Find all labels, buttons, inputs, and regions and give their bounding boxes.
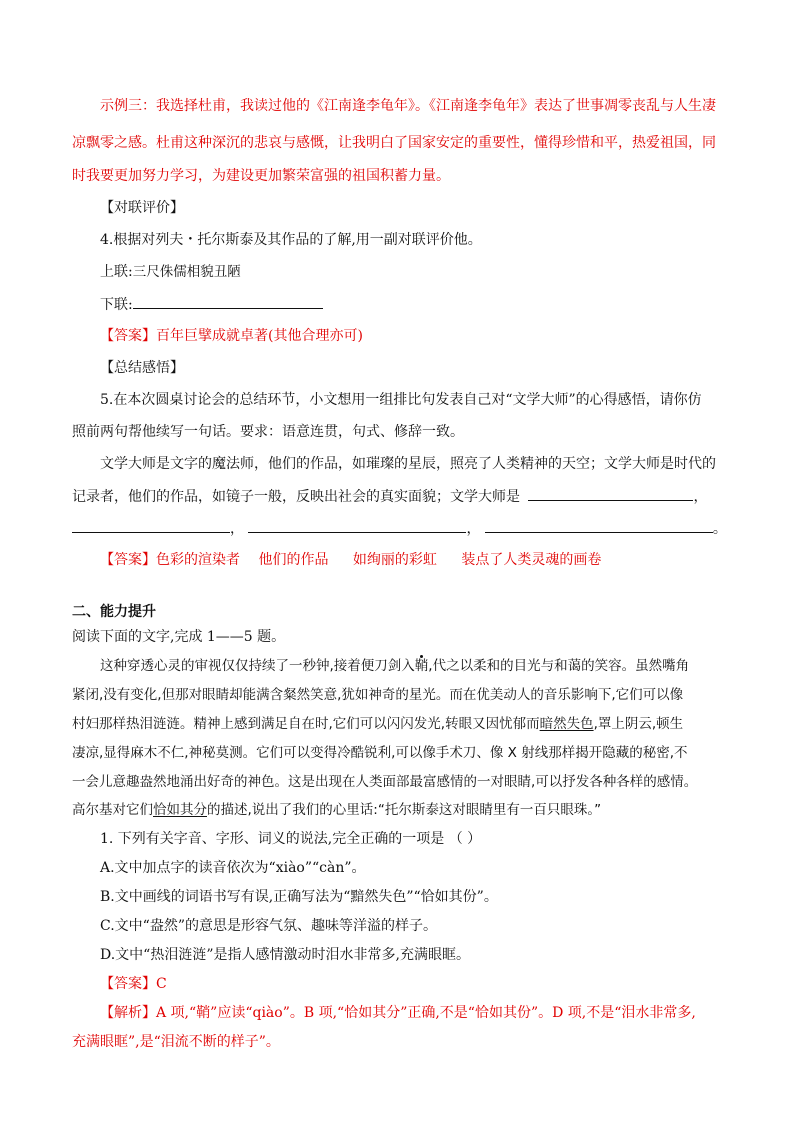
passage-line-6 bbox=[72, 800, 722, 820]
option-b: B.文中画线的词语书写有误,正确写法为“黯然失色”“恰如其份”。 bbox=[100, 889, 498, 905]
underlined-word-2: 恰如其分 bbox=[153, 802, 207, 818]
summary-answer-4: 装点了人类灵魂的画卷 bbox=[461, 552, 602, 568]
passage-1b: ,代之以柔和的目光与和蔼的笑容。虽然嘴角 bbox=[428, 658, 690, 674]
fill-blank-2 bbox=[72, 518, 230, 533]
comma-3: ， bbox=[466, 521, 481, 537]
analysis-tag: 【解析】 bbox=[100, 1005, 156, 1021]
passage-6a: 高尔基对它们 bbox=[72, 802, 153, 818]
summary-answer-2: 他们的作品 bbox=[258, 552, 329, 568]
q1-answer bbox=[100, 974, 750, 994]
question-1: 1. 下列有关字音、字形、词义的说法,完全正确的一项是 （ ） bbox=[100, 831, 482, 847]
analysis-line-2: 充满眼眶”,是“泪流不断的样子”。 bbox=[72, 1034, 280, 1050]
q1-answer-value: C bbox=[156, 976, 167, 992]
summary-question-2: 照前两句帮他续写一句话。要求：语意连贯，句式、修辞一致。 bbox=[72, 424, 464, 440]
couplet-answer bbox=[100, 326, 750, 346]
passage-line-3 bbox=[72, 714, 722, 734]
fill-blank-4 bbox=[485, 518, 713, 533]
answer-text: 百年巨擘成就卓著(其他合理亦可) bbox=[156, 328, 363, 344]
example3-line-2: 凉飘零之感。杜甫这种深沉的悲哀与感慨，让我明白了国家安定的重要性，懂得珍惜和平，热爱祖国，同 bbox=[72, 135, 716, 151]
dotted-char: 鞘 bbox=[414, 658, 429, 674]
summary-paragraph-1: 文学大师是文字的魔法师，他们的作品，如璀璨的星辰，照亮了人类精神的天空；文学大师是时代的 bbox=[100, 456, 716, 472]
fill-blank-1 bbox=[528, 486, 693, 501]
upper-label: 上联: bbox=[100, 264, 133, 280]
summary-question-1: 5.在本次圆桌讨论会的总结环节，小文想用一组排比句发表自己对“文学大师”的心得感悟，请你仿 bbox=[100, 392, 702, 408]
passage-1a: 这种穿透心灵的审视仅仅持续了一秒钟,接着便刀剑入 bbox=[100, 658, 415, 674]
period: 。 bbox=[712, 521, 727, 537]
fill-blank-3 bbox=[248, 518, 466, 533]
couplet-heading: 【对联评价】 bbox=[100, 200, 184, 216]
comma-2: ， bbox=[230, 521, 244, 537]
upper-text: 三尺侏儒相貌丑陋 bbox=[132, 264, 241, 280]
summary-answer-1: 色彩的渲染者 bbox=[156, 552, 240, 568]
summary-paragraph-2-text: 记录者，他们的作品，如镜子一般，反映出社会的真实面貌；文学大师是 bbox=[72, 489, 520, 505]
summary-answer-3: 如绚丽的彩虹 bbox=[352, 552, 437, 568]
passage-6b: 的描述,说出了我们的心里话:“托尔斯泰这对眼睛里有一百只眼珠。” bbox=[207, 802, 602, 818]
answer-tag: 【答案】 bbox=[100, 328, 156, 344]
summary-paragraph-2 bbox=[72, 486, 722, 507]
passage-3a: 村妇那样热泪涟涟。精神上感到满足自在时,它们可以闪闪发光,转眼又因忧郁而 bbox=[72, 716, 540, 732]
passage-line-2: 紧闭,没有变化,但那对眼睛却能满含粲然笑意,犹如神奇的星光。而在优美动人的音乐影响下,它们可以像 bbox=[72, 687, 684, 703]
couplet-question: 4.根据对列夫・托尔斯泰及其作品的了解,用一副对联评价他。 bbox=[100, 232, 482, 248]
example3-line-3: 时我要更加努力学习，为建设更加繁荣富强的祖国积蓄力量。 bbox=[72, 168, 450, 184]
example3-line-1: 示例三：我选择杜甫，我读过他的《江南逢李龟年》。《江南逢李龟年》表达了世事凋零丧乱与人生凄 bbox=[100, 98, 716, 114]
passage-3b: ,罩上阴云,顿生 bbox=[593, 716, 684, 732]
q1-answer-tag: 【答案】 bbox=[100, 976, 156, 992]
option-c: C.文中“盎然”的意思是形容气氛、趣味等洋溢的样子。 bbox=[100, 918, 437, 934]
summary-answer bbox=[100, 550, 750, 570]
summary-heading: 【总结感悟】 bbox=[100, 360, 184, 376]
couplet-lower bbox=[100, 294, 750, 315]
passage-line-1 bbox=[100, 656, 750, 676]
section2-intro: 阅读下面的文字,完成 1——5 题。 bbox=[72, 629, 286, 645]
summary-blanks-line bbox=[72, 518, 727, 539]
comma-1: ， bbox=[693, 489, 708, 505]
analysis-text-1: A 项,“鞘”应读“qiào”。B 项,“恰如其分”正确,不是“恰如其份”。D 项,不是“泪水非常多, bbox=[156, 1005, 696, 1021]
underlined-word-1: 暗然失色 bbox=[539, 716, 594, 732]
analysis-line-1 bbox=[100, 1003, 750, 1023]
section2-heading: 二、能力提升 bbox=[72, 604, 156, 620]
passage-line-5: 一会儿意趣盎然地涌出好奇的神色。这是出现在人类面部最富感情的一对眼睛,可以抒发各种各样的感情。 bbox=[72, 774, 698, 790]
lower-blank bbox=[133, 294, 323, 309]
option-d: D.文中“热泪涟涟”是指人感情激动时泪水非常多,充满眼眶。 bbox=[100, 947, 470, 963]
passage-line-4: 凄凉,显得麻木不仁,神秘莫测。它们可以变得冷酷锐利,可以像手术刀、像 X 射线那样揭开隐藏的秘密,不 bbox=[72, 745, 688, 761]
summary-answer-tag: 【答案】 bbox=[100, 552, 156, 568]
lower-label: 下联: bbox=[100, 297, 133, 313]
option-a: A.文中加点字的读音依次为“xiào”“càn”。 bbox=[100, 860, 366, 876]
couplet-upper bbox=[100, 262, 750, 282]
